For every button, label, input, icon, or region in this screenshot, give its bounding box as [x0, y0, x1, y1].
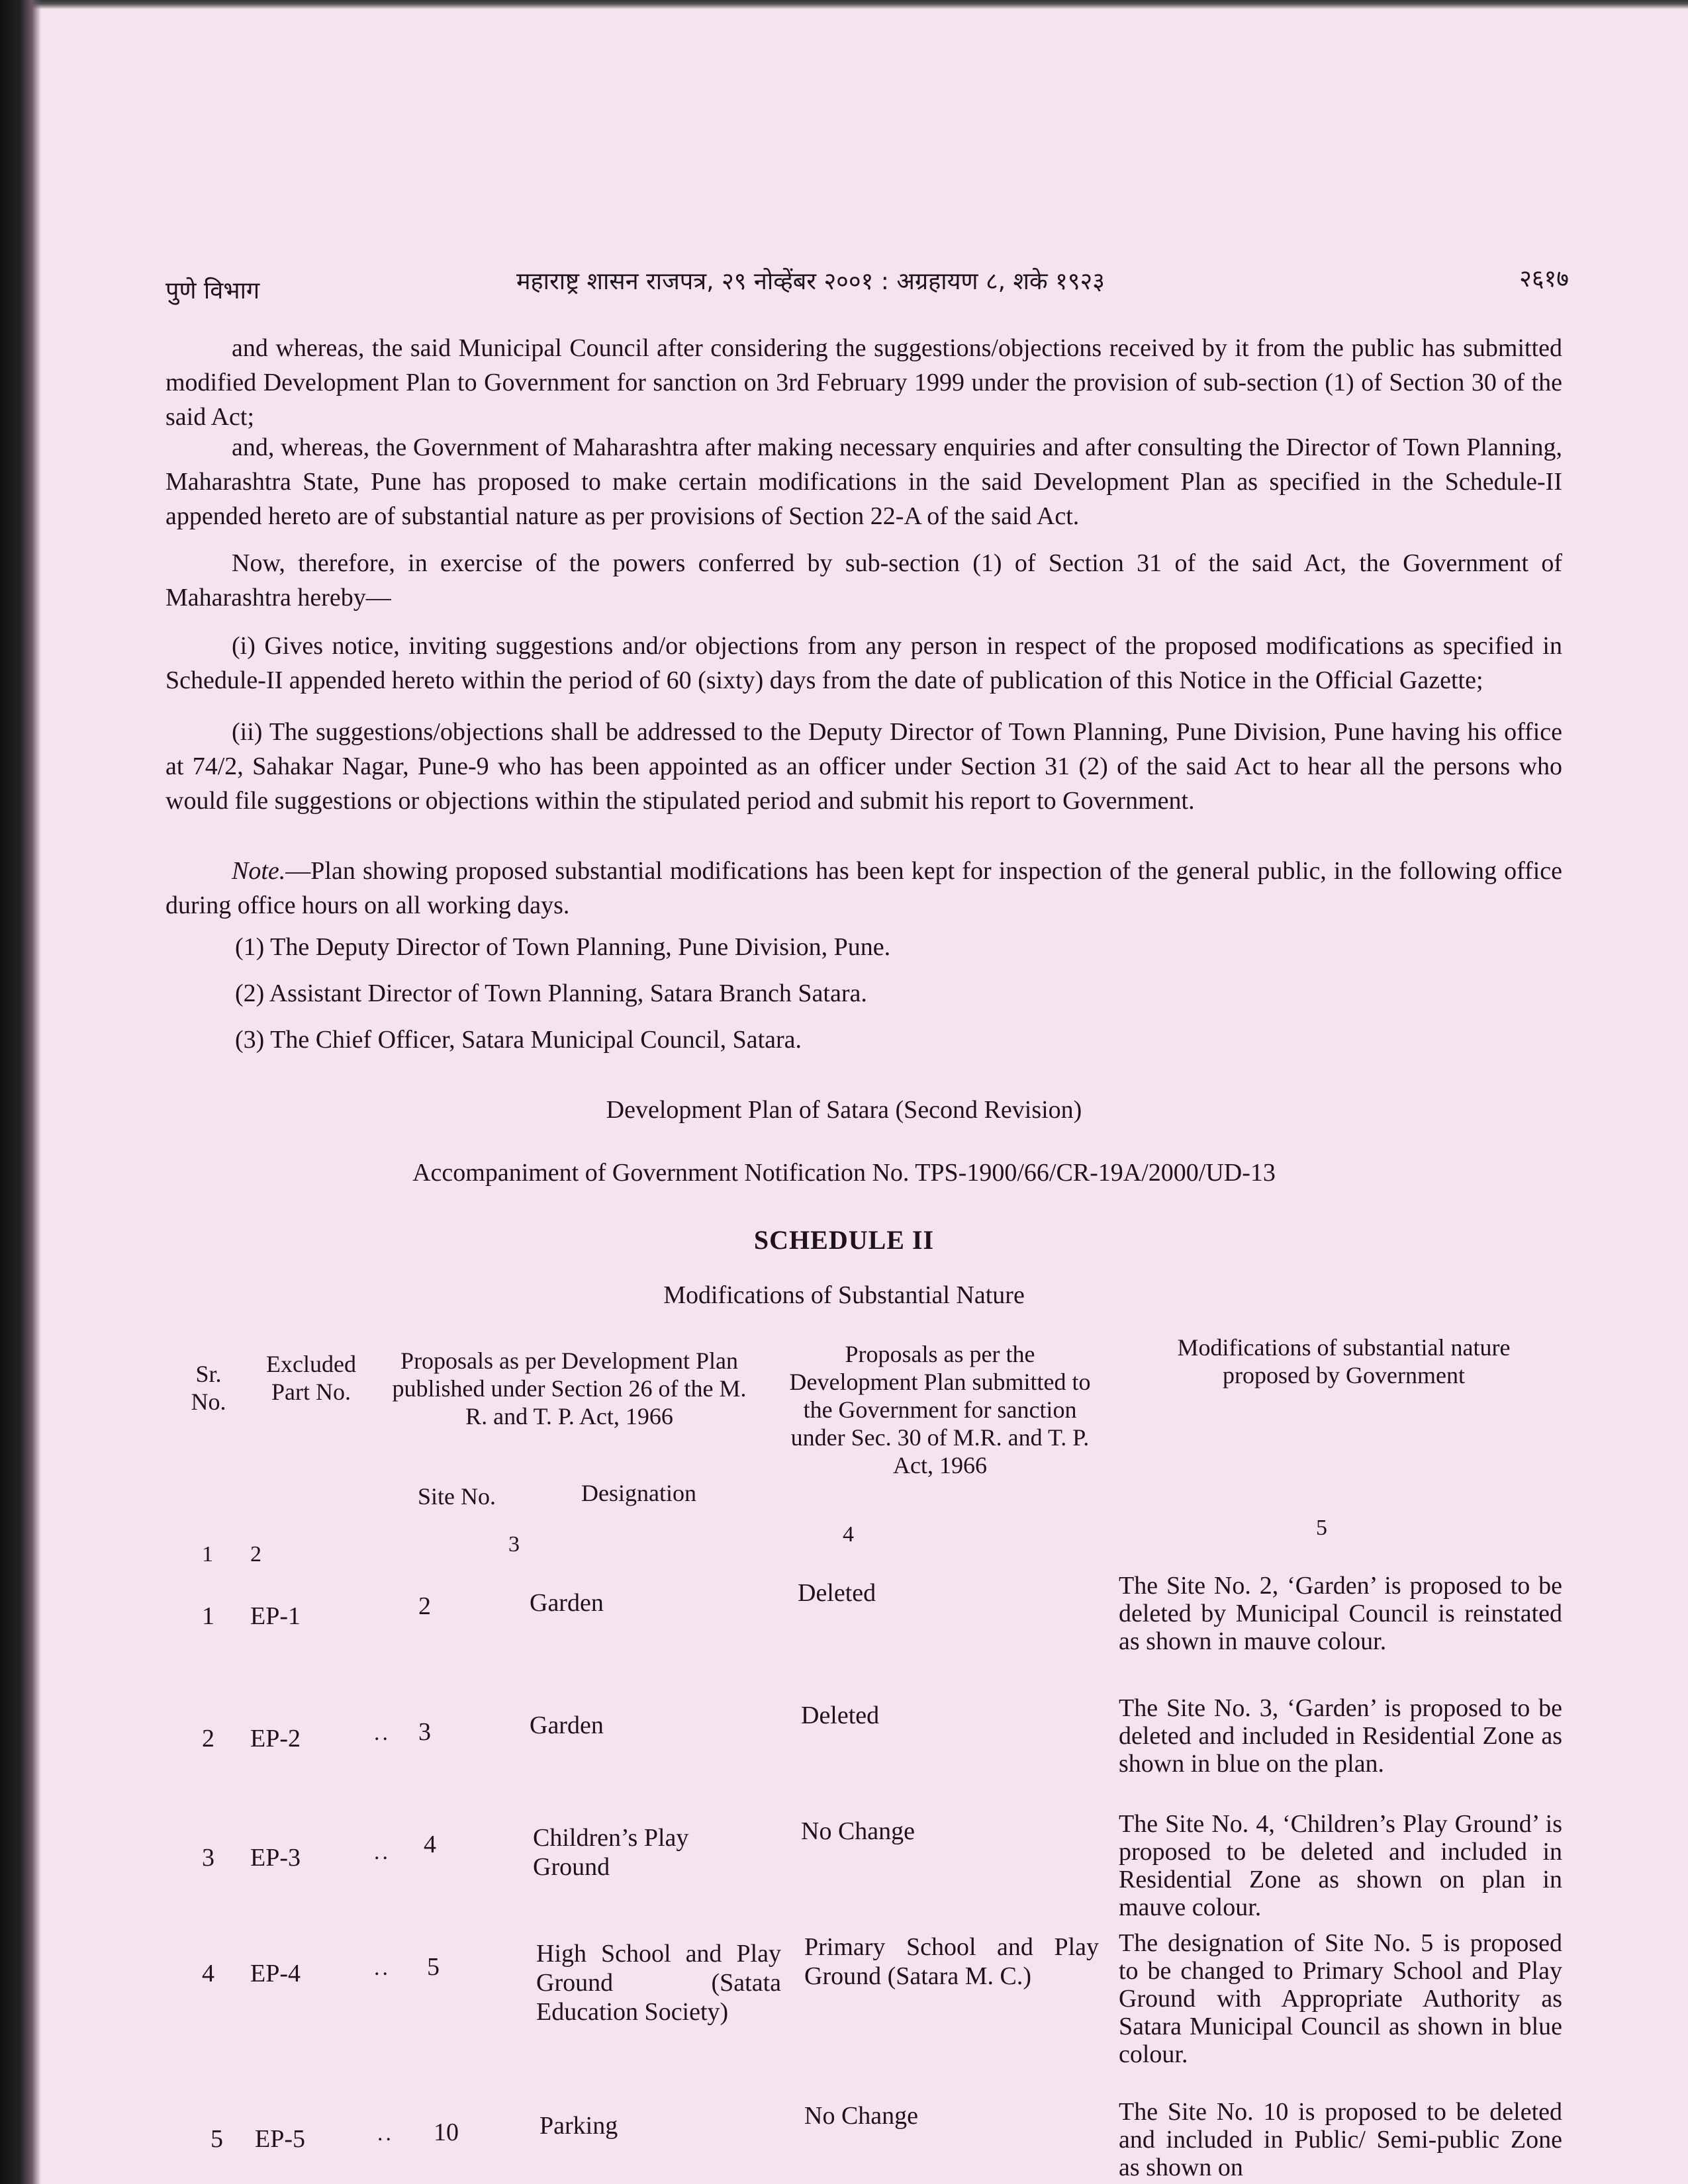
row-modification: The Site No. 10 is proposed to be deleted and included in Public/ Semi-public Zone as shown on — [1119, 2098, 1562, 2181]
header-page-number: २६१७ — [1519, 265, 1569, 293]
row-designation: Garden — [530, 1711, 604, 1739]
header-published-proposals: Proposals as per Development Plan published under Section 26 of the M. R. and T. P. Act, 1966 — [392, 1347, 747, 1430]
office-item-3: (3) The Chief Officer, Satara Municipal Council, Satara. — [235, 1026, 802, 1054]
header-gazette-title: महाराष्ट्र शासन राजपत्र, २९ नोव्हेंबर २००१ : अग्रहायण ८, शके १९२३ — [516, 268, 1105, 295]
row-sr-no: 5 — [211, 2125, 223, 2153]
paragraph-4: (i) Gives notice, inviting suggestions and/or objections from any person in respect of the proposed modifications as specified in Schedule-II appended hereto within the period of 60 (sixty) days from the date of publication of this Notice in the Official Gazette; — [165, 632, 1562, 694]
ditto-marks: .. — [377, 2121, 394, 2146]
note-paragraph — [165, 854, 1562, 923]
row-sr-no: 1 — [202, 1602, 214, 1630]
column-number-3: 3 — [508, 1532, 520, 1557]
schedule-title: SCHEDULE II — [753, 1225, 935, 1255]
row-modification: The Site No. 2, ‘Garden’ is proposed to be deleted by Municipal Council is reinstated as shown in mauve colour. — [1119, 1572, 1562, 1655]
office-item-1: (1) The Deputy Director of Town Planning, Pune Division, Pune. — [235, 933, 891, 961]
row-modification: The designation of Site No. 5 is proposed to be changed to Primary School and Play Ground with Appropriate Authority as Satara Municipal Council as shown in blue colour. — [1119, 1929, 1562, 2068]
row-submitted-proposal: Deleted — [801, 1702, 880, 1729]
office-item-2: (2) Assistant Director of Town Planning, Satara Branch Satara. — [235, 979, 867, 1007]
row-designation: High School and Play Ground (Satata Education Society) — [536, 1940, 781, 2026]
plan-title: Development Plan of Satara (Second Revision) — [606, 1096, 1082, 1124]
row-site-no: 2 — [418, 1592, 431, 1620]
row-sr-no: 4 — [202, 1960, 214, 1987]
column-number-1: 1 — [202, 1542, 213, 1567]
paragraph-3: Now, therefore, in exercise of the powers conferred by sub-section (1) of Section 31 of the said Act, the Government of Maharashtra hereby— — [165, 549, 1562, 612]
column-number-4: 4 — [843, 1522, 854, 1547]
gazette-header — [165, 261, 1569, 304]
column-number-2: 2 — [250, 1542, 261, 1567]
scan-top-edge — [0, 0, 1688, 9]
ditto-marks: .. — [374, 1721, 391, 1745]
header-division: पुणे विभाग — [165, 277, 260, 304]
row-site-no: 4 — [424, 1831, 436, 1858]
row-site-no: 10 — [434, 2118, 459, 2146]
paragraph-5: (ii) The suggestions/objections shall be addressed to the Deputy Director of Town Planning, Pune Division, Pune having his office at 74/2, Sahakar Nagar, Pune-9 who has been appointed as an officer under Section 31 (2) of the said Act to hear all the persons who would file suggestions or objections within the stipulated period and submit his report to Government. — [165, 718, 1562, 815]
row-modification: The Site No. 4, ‘Children’s Play Ground’ is proposed to be deleted and included in Residential Zone as shown on plan in mauve colour. — [1119, 1810, 1562, 1921]
paragraph-1: and whereas, the said Municipal Council after considering the suggestions/objections received by it from the public has submitted modified Development Plan to Government for sanction on 3rd February 1999 under the provision of sub-section (1) of Section 30 of the said Act; — [165, 334, 1562, 431]
row-excluded-part: EP-5 — [255, 2125, 305, 2153]
row-site-no: 3 — [418, 1718, 431, 1746]
row-designation: Children’s Play Ground — [533, 1824, 689, 1881]
schedule-subtitle: Modifications of Substantial Nature — [663, 1281, 1025, 1309]
column-number-5: 5 — [1316, 1516, 1327, 1540]
accompaniment-line: Accompaniment of Government Notification No. TPS-1900/66/CR-19A/2000/UD-13 — [412, 1159, 1276, 1187]
header-modifications: Modifications of substantial nature proposed by Government — [1177, 1334, 1511, 1388]
row-excluded-part: EP-4 — [250, 1960, 301, 1987]
row-excluded-part: EP-3 — [250, 1844, 301, 1872]
row-submitted-proposal: Primary School and Play Ground (Satara M. C.) — [804, 1933, 1099, 1990]
row-designation: Parking — [539, 2112, 618, 2140]
row-sr-no: 2 — [202, 1725, 214, 1752]
row-submitted-proposal: No Change — [801, 1817, 915, 1845]
row-submitted-proposal: Deleted — [798, 1579, 876, 1607]
ditto-marks: .. — [374, 1956, 391, 1980]
header-submitted-proposals: Proposals as per the Development Plan submitted to the Government for sanction under Sec. 30 of M.R. and T. P. Act, 1966 — [789, 1341, 1091, 1479]
row-modification: The Site No. 3, ‘Garden’ is proposed to be deleted and included in Residential Zone as shown in blue on the plan. — [1119, 1694, 1562, 1778]
row-designation: Garden — [530, 1589, 604, 1617]
header-excluded-part: Excluded Part No. — [266, 1351, 356, 1405]
row-excluded-part: EP-1 — [250, 1602, 301, 1630]
row-submitted-proposal: No Change — [804, 2102, 919, 2130]
row-sr-no: 3 — [202, 1844, 214, 1872]
row-site-no: 5 — [427, 1953, 440, 1981]
header-sr-no: Sr. No. — [191, 1361, 226, 1415]
scan-left-edge — [0, 0, 41, 2184]
paragraph-2: and, whereas, the Government of Maharashtra after making necessary enquiries and after consulting the Director of Town Planning, Maharashtra State, Pune has proposed to make certain modifications in the said Development Plan as specified in the Schedule-II appended hereto are of substantial nature as per provisions of Section 22-A of the said Act. — [165, 433, 1562, 530]
note-text: —Plan showing proposed substantial modifications has been kept for inspection of the general public, in the following office during office hours on all working days. — [165, 857, 1562, 919]
note-label: Note. — [232, 857, 286, 885]
header-site-no: Site No. — [417, 1483, 496, 1510]
ditto-marks: .. — [374, 1840, 391, 1864]
header-designation: Designation — [581, 1480, 696, 1506]
row-excluded-part: EP-2 — [250, 1725, 301, 1752]
